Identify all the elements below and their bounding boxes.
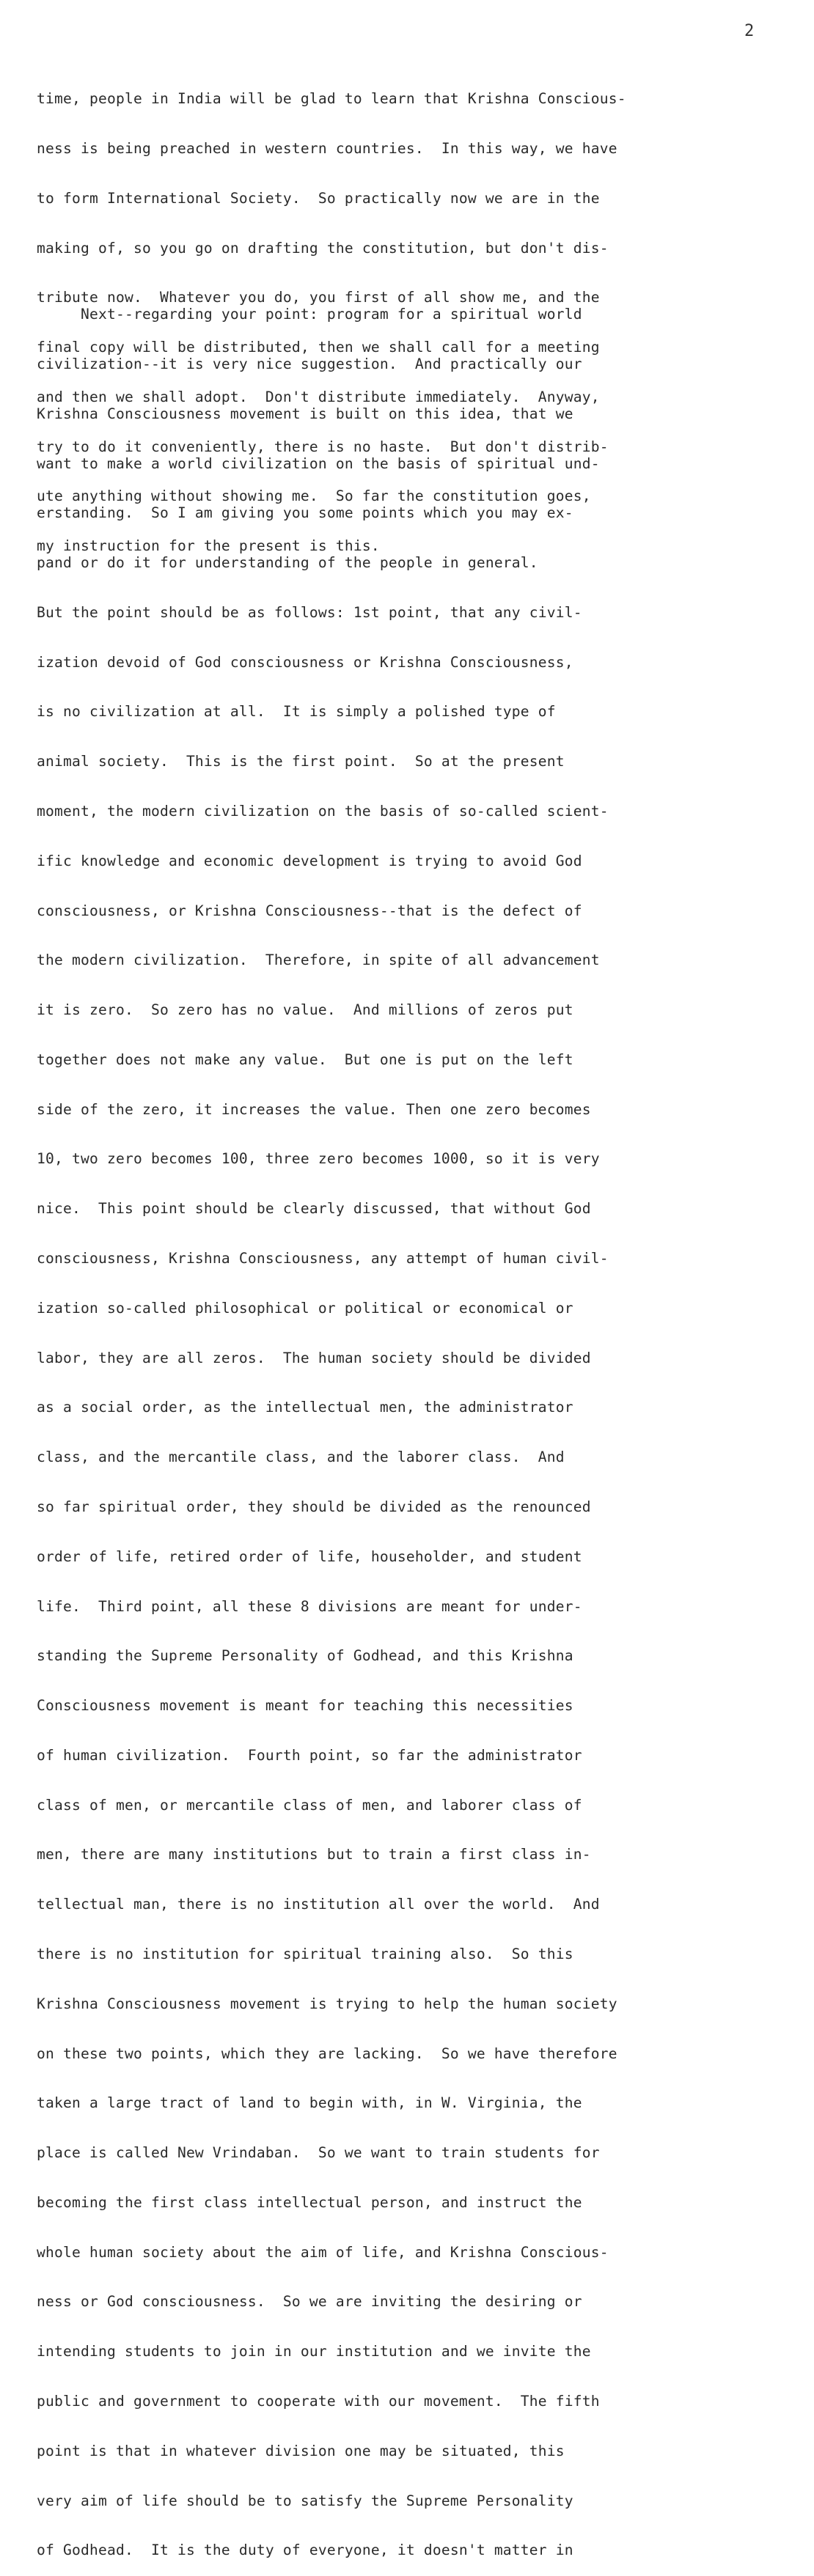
text-line: final copy will be distributed, then we shall call for a meeting bbox=[37, 339, 600, 356]
text-line: whole human society about the aim of life, and Krishna Conscious- bbox=[37, 2243, 609, 2261]
text-line: Krishna Consciousness movement is built on this idea, that we bbox=[37, 405, 573, 422]
text-line: place is called New Vrindaban. So we want to train students for bbox=[37, 2144, 600, 2162]
text-line: very aim of life should be to satisfy the Supreme Personality bbox=[37, 2492, 573, 2509]
text-line: ness is being preached in western countries. In this way, we have bbox=[37, 139, 617, 157]
text-line: and then we shall adopt. Don't distribute immediately. Anyway, bbox=[37, 388, 600, 405]
text-line: is no civilization at all. It is simply a polished type of bbox=[37, 703, 556, 721]
page-number: 2 bbox=[744, 22, 755, 40]
text-line: point is that in whatever division one may be situated, this bbox=[37, 2442, 565, 2459]
text-line: my instruction for the present is this. bbox=[37, 537, 380, 555]
text-line: ific knowledge and economic development is trying to avoid God bbox=[37, 852, 582, 869]
text-line: tellectual man, there is no institution all over the world. And bbox=[37, 1896, 600, 1913]
text-line: pand or do it for understanding of the people in general. bbox=[37, 554, 538, 572]
text-line: ization devoid of God consciousness or Krishna Consciousness, bbox=[37, 653, 573, 671]
text-line: civilization--it is very nice suggestion. And practically our bbox=[37, 355, 582, 372]
text-line: of Godhead. It is the duty of everyone, it doesn't matter in bbox=[37, 2542, 573, 2559]
text-line: ness or God consciousness. So we are inviting the desiring or bbox=[37, 2293, 582, 2311]
text-line: on these two points, which they are lacking. So we have therefore bbox=[37, 2045, 617, 2062]
text-line: consciousness, or Krishna Consciousness--that is the defect of bbox=[37, 902, 582, 919]
text-line: as a social order, as the intellectual men, the administrator bbox=[37, 1399, 573, 1416]
text-line: class, and the mercantile class, and the laborer class. And bbox=[37, 1449, 565, 1466]
text-line: public and government to cooperate with our movement. The fifth bbox=[37, 2393, 600, 2410]
text-line: Next--regarding your point: program for a spiritual world bbox=[37, 306, 582, 323]
text-line: taken a large tract of land to begin with, in W. Virginia, the bbox=[37, 2094, 582, 2112]
text-line: order of life, retired order of life, householder, and student bbox=[37, 1548, 582, 1565]
text-line: want to make a world civilization on the basis of spiritual und- bbox=[37, 455, 600, 472]
text-line: together does not make any value. But one is put on the left bbox=[37, 1050, 573, 1068]
text-line: nice. This point should be clearly discussed, that without God bbox=[37, 1200, 591, 1218]
text-line: becoming the first class intellectual person, and instruct the bbox=[37, 2193, 582, 2211]
text-line: tribute now. Whatever you do, you first of all show me, and the bbox=[37, 289, 600, 306]
text-line: of human civilization. Fourth point, so far the administrator bbox=[37, 1746, 582, 1764]
text-line: labor, they are all zeros. The human society should be divided bbox=[37, 1349, 591, 1366]
text-line: intending students to join in our institution and we invite the bbox=[37, 2343, 591, 2360]
text-line: consciousness, Krishna Consciousness, any attempt of human civil- bbox=[37, 1250, 609, 1267]
text-line: the modern civilization. Therefore, in spite of all advancement bbox=[37, 952, 600, 969]
text-line: life. Third point, all these 8 divisions are meant for under- bbox=[37, 1597, 582, 1615]
text-line: ization so-called philosophical or political or economical or bbox=[37, 1299, 573, 1317]
text-line: Krishna Consciousness movement is trying to help the human society bbox=[37, 1995, 617, 2012]
text-line: so far spiritual order, they should be divided as the renounced bbox=[37, 1498, 591, 1515]
text-line: animal society. This is the first point. So at the present bbox=[37, 753, 565, 770]
text-line: ute anything without showing me. So far the constitution goes, bbox=[37, 487, 591, 505]
paragraph-2 bbox=[37, 273, 785, 2576]
text-line: standing the Supreme Personality of Godhead, and this Krishna bbox=[37, 1647, 573, 1665]
text-line: But the point should be as follows: 1st point, that any civil- bbox=[37, 603, 582, 621]
text-line: time, people in India will be glad to learn that Krishna Conscious- bbox=[37, 90, 626, 108]
text-line: it is zero. So zero has no value. And millions of zeros put bbox=[37, 1001, 573, 1019]
text-line: moment, the modern civilization on the basis of so-called scient- bbox=[37, 803, 609, 820]
text-line: to form International Society. So practically now we are in the bbox=[37, 189, 600, 207]
text-line: erstanding. So I am giving you some points which you may ex- bbox=[37, 504, 573, 522]
text-line: try to do it conveniently, there is no haste. But don't distrib- bbox=[37, 438, 609, 455]
text-line: men, there are many institutions but to train a first class in- bbox=[37, 1846, 591, 1863]
text-line: making of, so you go on drafting the constitution, but don't dis- bbox=[37, 239, 609, 257]
text-line: side of the zero, it increases the value. Then one zero becomes bbox=[37, 1100, 591, 1118]
text-line: class of men, or mercantile class of men, and laborer class of bbox=[37, 1796, 582, 1814]
text-line: Consciousness movement is meant for teaching this necessities bbox=[37, 1697, 573, 1715]
text-line: 10, two zero becomes 100, three zero becomes 1000, so it is very bbox=[37, 1150, 600, 1168]
text-line: there is no institution for spiritual training also. So this bbox=[37, 1945, 573, 1962]
